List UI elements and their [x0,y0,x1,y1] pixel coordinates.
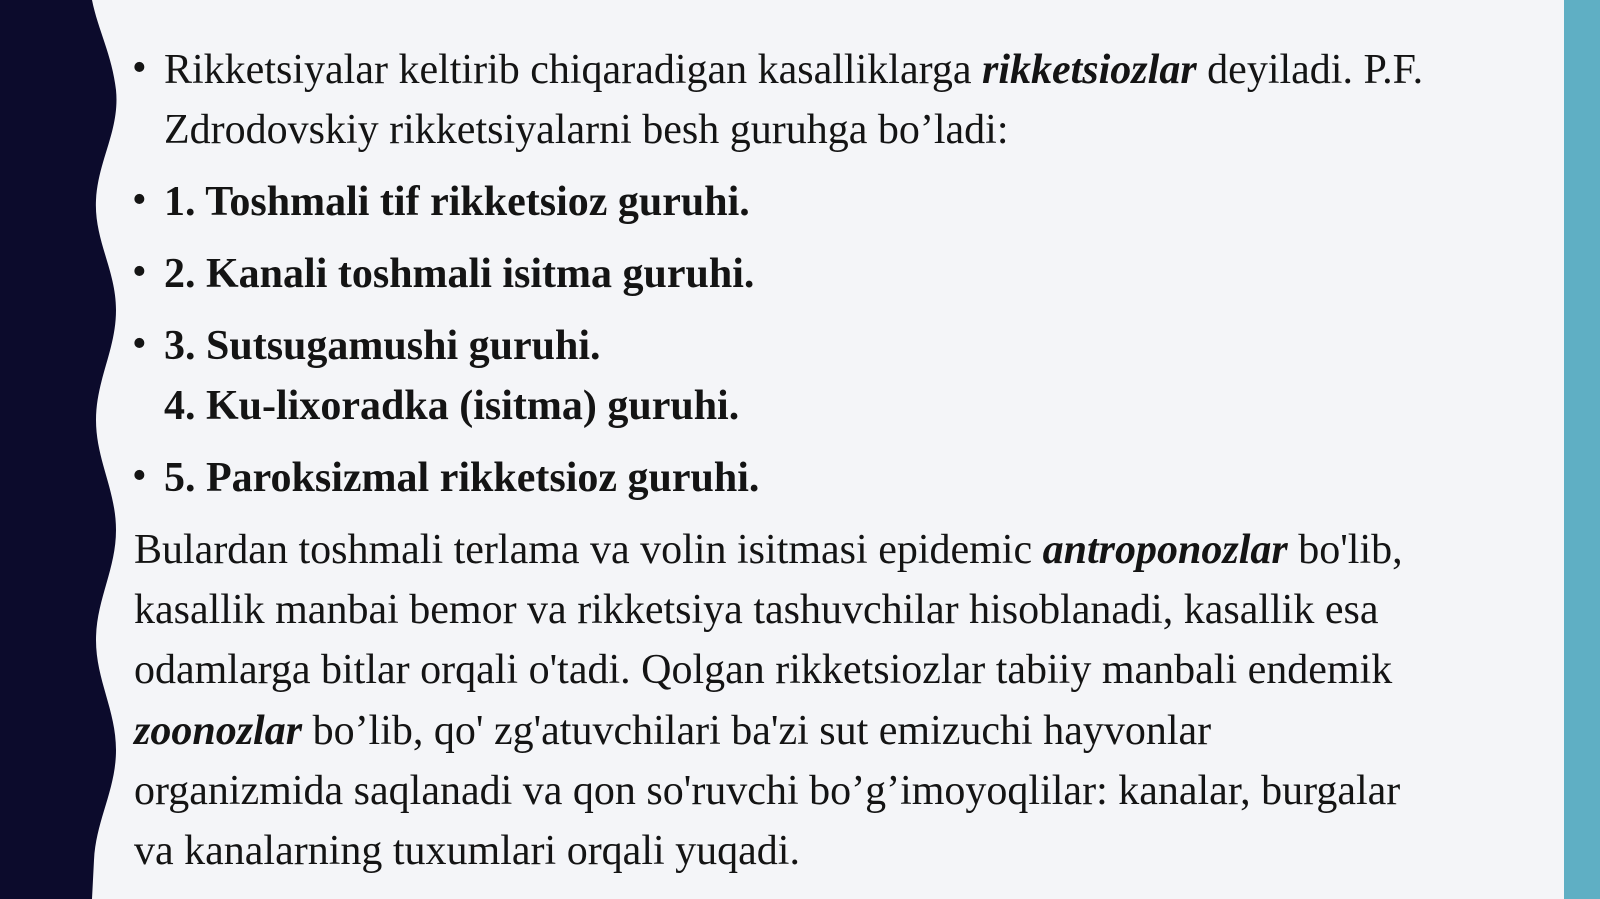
bullet: • [132,453,147,499]
group-5: 5. Paroksizmal rikketsioz guruhi. [164,455,760,501]
term-antroponozlar: antroponozlar [1042,527,1288,573]
term-zoonozlar: zoonozlar [134,708,303,754]
group-3: 3. Sutsugamushi guruhi. [164,323,601,369]
bullet: • [132,249,147,295]
group-4: 4. Ku-lixoradka (isitma) guruhi. [164,383,740,429]
intro-line-2: Zdrodovskiy rikketsiyalarni besh guruhga bo’ladi: [164,107,1009,153]
group-1: 1. Toshmali tif rikketsioz guruhi. [164,179,750,225]
paragraph-line-3: odamlarga bitlar orqali o'tadi. Qolgan rikketsiozlar tabiiy manbali endemik [134,647,1393,693]
paragraph-line-1: Bulardan toshmali terlama va volin isitmasi epidemic antroponozlar bo'lib, [134,527,1403,573]
paragraph-line-2: kasallik manbai bemor va rikketsiya tashuvchilar hisoblanadi, kasallik esa [134,587,1379,633]
term-rikketsiozlar: rikketsiozlar [981,47,1197,93]
bullet: • [132,45,147,91]
paragraph-line-5: organizmida saqlanadi va qon so'ruvchi bo’g’imoyoqlilar: kanalar, burgalar [134,768,1401,814]
intro-line-1: Rikketsiyalar keltirib chiqaradigan kasalliklarga rikketsiozlar deyiladi. P.F. [164,47,1424,93]
paragraph-line-6: va kanalarning tuxumlari orqali yuqadi. [134,828,800,874]
group-2: 2. Kanali toshmali isitma guruhi. [164,251,755,297]
bullet: • [132,177,147,223]
bullet: • [132,321,147,367]
paragraph-line-4: zoonozlar bo’lib, qo' zg'atuvchilari ba'zi sut emizuchi hayvonlar [134,708,1212,754]
